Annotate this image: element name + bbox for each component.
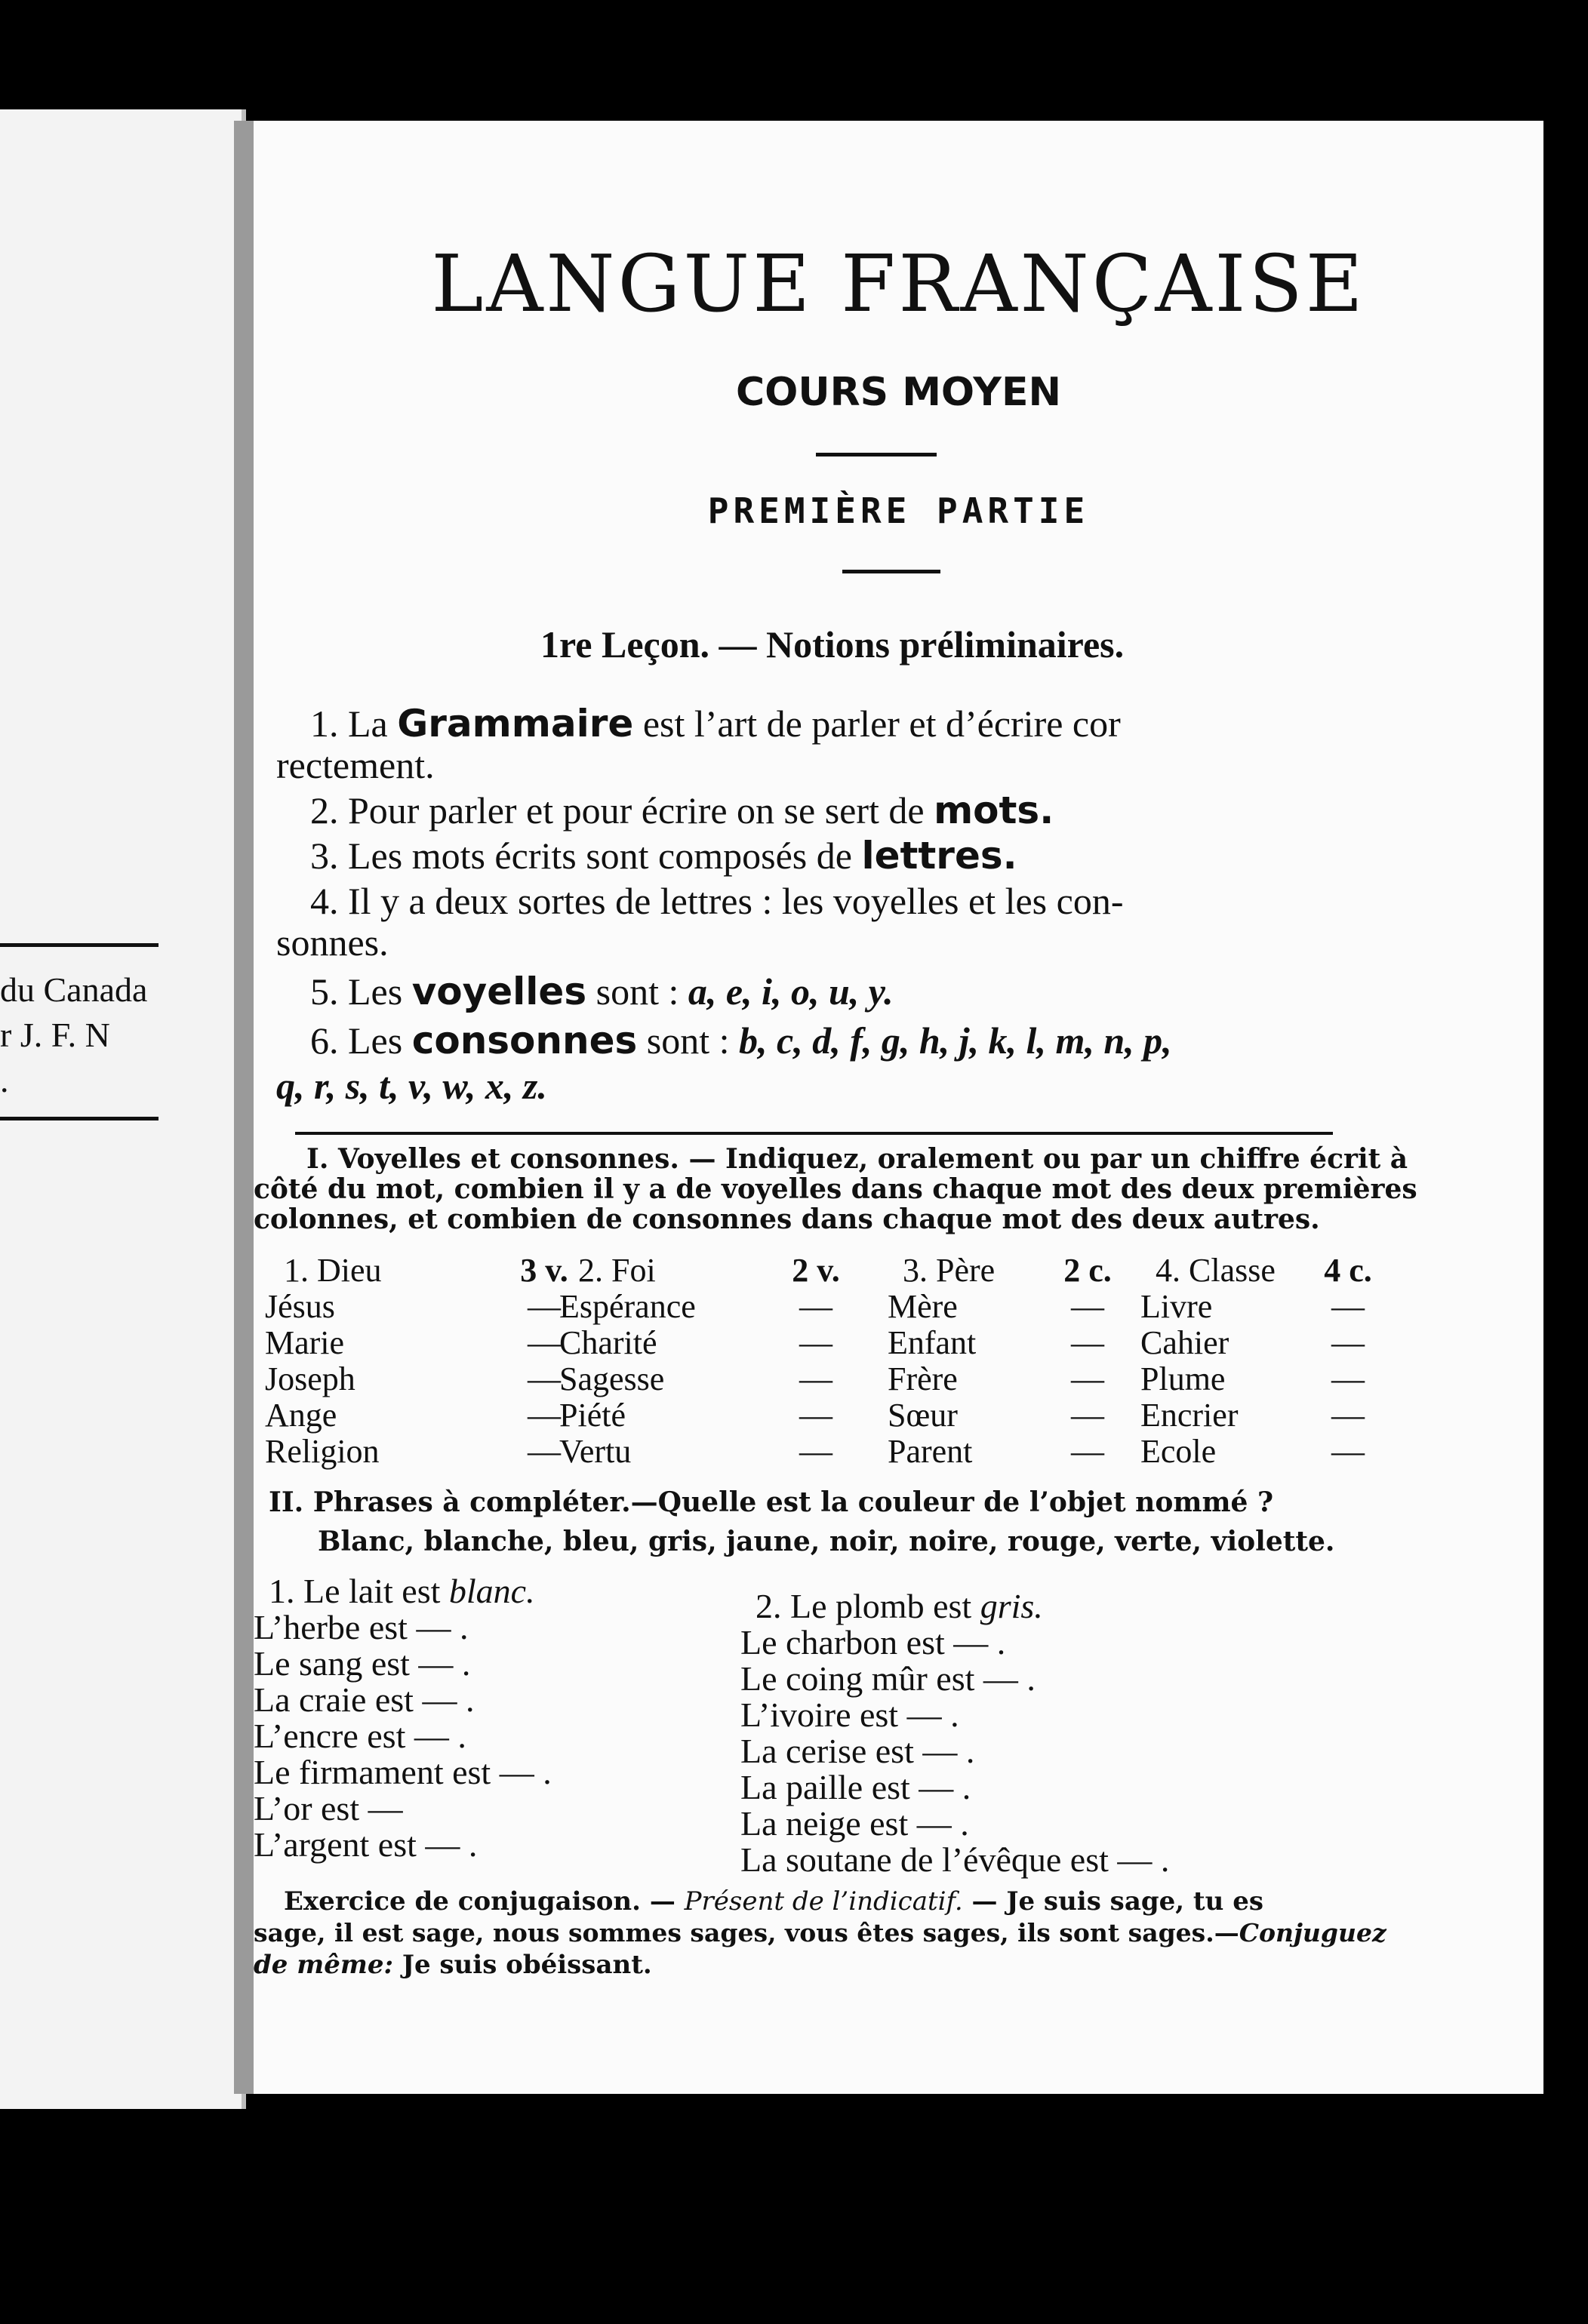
word: Plume [1140, 1360, 1226, 1397]
color-list: Blanc, blanche, bleu, gris, jaune, noir, noire, rouge, verte, violette. [318, 1526, 1335, 1557]
ex1-col-2-counts [782, 1253, 850, 1470]
ex1-col-3-counts [1054, 1253, 1122, 1470]
sentence: Le sang est — . [254, 1644, 471, 1683]
exercise-2-heading [269, 1486, 1273, 1518]
sentence: La neige est — . [740, 1804, 969, 1843]
blank-dash: — [799, 1360, 832, 1397]
conjugation-tense: Présent de l’indicatif. [684, 1886, 963, 1917]
rule-text: Il y a deux sortes de lettres : les voyelles et les con- [348, 880, 1124, 922]
rule-keyword: Grammaire [397, 702, 634, 745]
left-page [0, 109, 246, 2109]
rule-number: 4. [310, 880, 339, 922]
conjugation-text: — Je suis sage, tu es [971, 1886, 1263, 1917]
dash: — [649, 1886, 676, 1917]
page-title: LANGUE FRANÇAISE [431, 238, 1366, 330]
divider-2 [842, 570, 940, 573]
sentence: La craie est — . [254, 1680, 475, 1719]
rule-4 [310, 879, 1123, 923]
rule-text: La [348, 702, 388, 745]
ex1-col-4-counts [1318, 1253, 1378, 1470]
word: Joseph [265, 1360, 355, 1397]
subtitle: COURS MOYEN [736, 370, 1061, 415]
word: Sagesse [559, 1360, 665, 1397]
sentence: 2. Le plomb est [756, 1587, 972, 1625]
rule-5 [310, 970, 894, 1013]
blank-dash: — [1071, 1433, 1104, 1470]
blank-dash: — [528, 1360, 561, 1397]
word: Vertu [559, 1433, 632, 1470]
rule-number: 1. [310, 702, 339, 745]
blank-dash: — [1071, 1360, 1104, 1397]
blank-dash: — [528, 1324, 561, 1361]
rule-keyword: lettres. [861, 834, 1017, 878]
rule-number: 3. [310, 835, 339, 877]
blank-dash: — [799, 1324, 832, 1361]
rule-number: 5. [310, 970, 339, 1013]
rule-text: sont : [596, 970, 679, 1013]
sentence: Le firmament est — . [254, 1753, 552, 1791]
word: Cahier [1140, 1324, 1229, 1361]
left-line-3: . [0, 1061, 9, 1099]
ex1-col-2-header: 2. Foi [578, 1252, 656, 1289]
rule-6-cont: q, r, s, t, v, w, x, z. [276, 1065, 547, 1107]
ex2-left-first [254, 1573, 676, 1609]
ex1-col-3-header: 3. Père [903, 1252, 996, 1289]
rule-text: Pour parler et pour écrire on se sert de [348, 789, 925, 832]
conjugation-line-1 [284, 1886, 1263, 1917]
word: Enfant [888, 1324, 977, 1361]
right-page [234, 121, 1543, 2094]
example-answer: blanc. [448, 1572, 535, 1610]
example-answer: gris. [980, 1587, 1043, 1625]
word: Religion [265, 1433, 380, 1470]
rule-3 [310, 834, 1017, 878]
rule-number: 2. [310, 789, 339, 832]
exercise-1-line-2: côté du mot, combien il y a de voyelles dans chaque mot des deux premières [254, 1173, 1417, 1205]
left-line-2: r J. F. N [0, 1016, 110, 1054]
blank-dash: — [1331, 1288, 1365, 1325]
sentence: L’herbe est — . [254, 1608, 469, 1646]
sentence: L’encre est — . [254, 1717, 466, 1755]
sentence: La cerise est — . [740, 1732, 975, 1770]
blank-dash: — [799, 1433, 832, 1470]
exercise-1-line-3: colonnes, et combien de consonnes dans chaque mot des deux autres. [254, 1204, 1320, 1235]
word: Piété [559, 1397, 626, 1434]
rule-4-cont: sonnes. [276, 921, 389, 964]
sentence: Le charbon est — . [740, 1623, 1006, 1662]
word: Ange [265, 1397, 337, 1434]
sentence: 1. Le lait est [269, 1572, 441, 1610]
conjugation-text: Je suis obéissant. [402, 1950, 652, 1980]
word: Jésus [265, 1288, 335, 1325]
lesson-heading [540, 622, 1124, 666]
exercise-1-title: I. Voyelles et consonnes. [306, 1143, 679, 1175]
lesson-number: 1re Leçon. [540, 623, 710, 666]
rule-keyword: voyelles [411, 970, 587, 1013]
conjugation-line-2 [254, 1918, 1386, 1947]
rule-text: sont : [646, 1019, 730, 1062]
ex1-col-2-count: 2 v. [792, 1252, 840, 1289]
ex1-col-2-words [559, 1253, 740, 1470]
divider-1 [816, 453, 937, 456]
left-rule-top [0, 943, 158, 947]
ex2-right-first [740, 1588, 1420, 1625]
blank-dash: — [799, 1288, 832, 1325]
exercise-2-title: II. Phrases à compléter. [269, 1486, 631, 1518]
blank-dash: — [528, 1397, 561, 1434]
part-title: PREMIÈRE PARTIE [707, 490, 1090, 531]
sentence: La soutane de l’évêque est — . [740, 1840, 1170, 1879]
left-rule-bottom [0, 1117, 158, 1120]
exercise-1-line: — Indiquez, oralement ou par un chiffre écrit à [688, 1143, 1408, 1175]
word: Marie [265, 1324, 345, 1361]
blank-dash: — [1331, 1360, 1365, 1397]
ex1-col-4-count: 4 c. [1324, 1252, 1372, 1289]
blank-dash: — [1071, 1397, 1104, 1434]
conjugation-instruction: Conjuguez [1239, 1918, 1386, 1947]
rule-2 [310, 788, 1054, 832]
blank-dash: — [1071, 1324, 1104, 1361]
blank-dash: — [528, 1433, 561, 1470]
rule-text: Les [348, 970, 403, 1013]
conjugation-title: Exercice de conjugaison. [284, 1886, 641, 1917]
ex1-col-1-words [265, 1253, 393, 1470]
ex1-col-3-count: 2 c. [1063, 1252, 1112, 1289]
conjugation-text: sage, il est sage, nous sommes sages, vous êtes sages, ils sont sages.— [254, 1918, 1239, 1947]
sentence: L’ivoire est — . [740, 1695, 959, 1734]
exercise-1-intro [306, 1143, 1408, 1175]
sentence: La paille est — . [740, 1768, 971, 1806]
word: Espérance [559, 1288, 696, 1325]
rule-text: est l’art de parler et d’écrire cor [642, 702, 1121, 745]
rule-keyword: mots. [934, 788, 1054, 832]
rule-1 [310, 702, 1121, 745]
rule-letters: a, e, i, o, u, y. [688, 970, 894, 1013]
section-rule [295, 1132, 1333, 1135]
rule-1-cont: rectement. [276, 744, 435, 786]
blank-dash: — [1331, 1397, 1365, 1434]
ex1-col-1-header: 1. Dieu [284, 1252, 382, 1289]
ex1-col-3-words [888, 1253, 1039, 1470]
rule-text: Les [348, 1019, 403, 1062]
word: Livre [1140, 1288, 1213, 1325]
blank-dash: — [1331, 1324, 1365, 1361]
rule-keyword: consonnes [411, 1019, 638, 1062]
word: Ecole [1140, 1433, 1217, 1470]
word: Mère [888, 1288, 958, 1325]
word: Encrier [1140, 1397, 1239, 1434]
sentence: Le coing mûr est — . [740, 1659, 1036, 1698]
sentence: L’argent est — . [254, 1825, 478, 1864]
blank-dash: — [1331, 1433, 1365, 1470]
rule-text: Les mots écrits sont composés de [348, 835, 852, 877]
rule-6 [310, 1019, 1172, 1062]
blank-dash: — [1071, 1288, 1104, 1325]
ex2-right-column [740, 1588, 1420, 1878]
conjugation-instruction: de même: [254, 1950, 394, 1980]
ex1-col-4-header: 4. Classe [1156, 1252, 1276, 1289]
lesson-title: — Notions préliminaires. [719, 623, 1125, 666]
exercise-2-instruction: —Quelle est la couleur de l’objet nommé ? [630, 1486, 1274, 1518]
sentence: L’or est — [254, 1789, 403, 1828]
ex2-left-column [254, 1573, 676, 1863]
blank-dash: — [528, 1288, 561, 1325]
word: Parent [888, 1433, 973, 1470]
blank-dash: — [799, 1397, 832, 1434]
ex1-col-4-words [1140, 1253, 1322, 1470]
rule-letters: b, c, d, f, g, h, j, k, l, m, n, p, [739, 1019, 1172, 1062]
ex1-col-1-count: 3 v. [520, 1252, 568, 1289]
word: Frère [888, 1360, 958, 1397]
word: Charité [559, 1324, 657, 1361]
word: Sœur [888, 1397, 958, 1434]
rule-number: 6. [310, 1019, 339, 1062]
left-line-1: du Canada [0, 970, 148, 1009]
conjugation-line-3 [254, 1950, 652, 1980]
